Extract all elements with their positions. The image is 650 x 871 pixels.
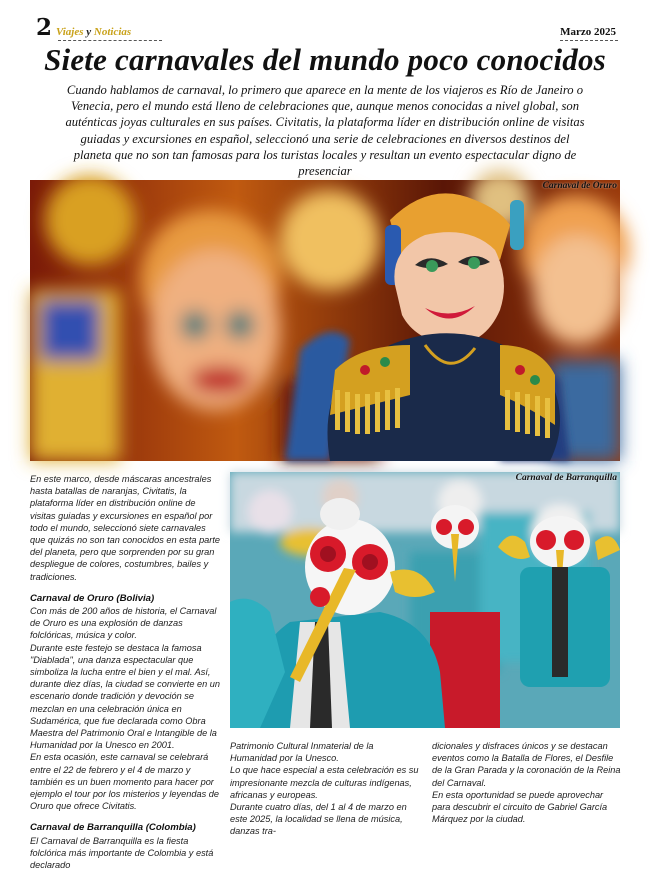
photo-barranquilla-caption: Carnaval de Barranquilla [515, 473, 617, 483]
section-name-part2: Noticias [93, 26, 132, 38]
photo-oruro-caption: Carnaval de Oruro [542, 181, 617, 191]
header-rule-left [58, 40, 162, 41]
body-column-1 [30, 473, 222, 871]
subheading-barranquilla: Carnaval de Barranquilla (Colombia) [30, 822, 196, 834]
oruro-paragraph-2: Durante este festejo se destaca la famosa "Diablada", una danza espectacular que simboliza la lucha entre el bien y el mal. Así, durante diez días, la ciudad se convierte en un escenario donde tradición y devoción se mezclan en una celebración única en Sudamérica, que fue declarada como Obra Maestra del Patrimonio Oral e Intangible de la Humanidad por la Unesco en 2001. [30, 642, 220, 751]
body-intro: En este marco, desde máscaras ancestrales hasta batallas de naranjas, Civitatis, la plataforma líder en distribución online de visitas guiadas y excursiones en español por todo el mundo, seleccionó siete carnavales que quizás no son tan conocidos en esta parte del planeta, pero que sorprenden por su gran despliegue de colores, costumbres, bailes y tradiciones. [30, 474, 221, 582]
oruro-paragraph-1: Con más de 200 años de historia, el Carnaval de Oruro es una explosión de danzas folclóricas, música y color. [30, 606, 217, 641]
barranquilla-paragraph-6: En esta oportunidad se puede aprovechar para descubrir el circuito de Gabriel García Márquez por la ciudad. [432, 789, 608, 825]
subheading-oruro: Carnaval de Oruro (Bolivia) [30, 592, 155, 604]
body-column-3 [432, 740, 622, 825]
barranquilla-paragraph-2: Patrimonio Cultural Inmaterial de la Humanidad por la Unesco. [230, 741, 374, 764]
barranquilla-paragraph-5: dicionales y disfraces únicos y se destacan eventos como la Batalla de Flores, el Desfile de la Gran Parada y la coronación de la Reina del Carnaval. [432, 741, 621, 788]
photo-barranquilla [230, 472, 620, 728]
oruro-paragraph-3: En esta ocasión, este carnaval se celebrará entre el 22 de febrero y el 4 de marzo y también es un buen momento para hacer por ejemplo el tour por los misterios y leyendas de Oruro que ofrece Civitatis. [30, 752, 219, 812]
article-lead: Cuando hablamos de carnaval, lo primero que aparece en la mente de los viajeros es Río de Janeiro o Venecia, pero el mundo está lleno de celebraciones que, aunque menos conocidas a nivel global, son auténticas joyas culturales en sus países. Civitatis, la plataforma líder en distribución online de visitas guiadas y excursiones en español, seleccionó una serie de celebraciones en diversos destinos del planeta que no son tan famosas para los turistas locales y resultan un evento espectacular digno de presenciar [65, 83, 585, 179]
section-name [56, 26, 131, 38]
issue-date: Marzo 2025 [560, 26, 616, 38]
barranquilla-paragraph-4: Durante cuatro días, del 1 al 4 de marzo en este 2025, la localidad se llena de música, danzas tra- [230, 802, 407, 837]
body-column-2 [230, 740, 420, 838]
page-number: 2 [36, 14, 53, 41]
header-rule-right [560, 40, 618, 41]
photo-oruro-illustration [30, 180, 620, 461]
photo-barranquilla-illustration [230, 472, 620, 728]
article-title: Siete carnavales del mundo poco conocidos [44, 42, 606, 77]
barranquilla-paragraph-1: El Carnaval de Barranquilla es la fiesta folclórica más importante de Colombia y está declarado [30, 835, 214, 871]
page-header [30, 14, 620, 40]
section-name-part1: Viajes [56, 26, 84, 38]
photo-oruro [30, 180, 620, 461]
barranquilla-paragraph-3: Lo que hace especial a esta celebración es su impresionante mezcla de culturas indígenas, africanas y europeas. [230, 765, 419, 800]
section-name-amp: y [86, 26, 92, 38]
